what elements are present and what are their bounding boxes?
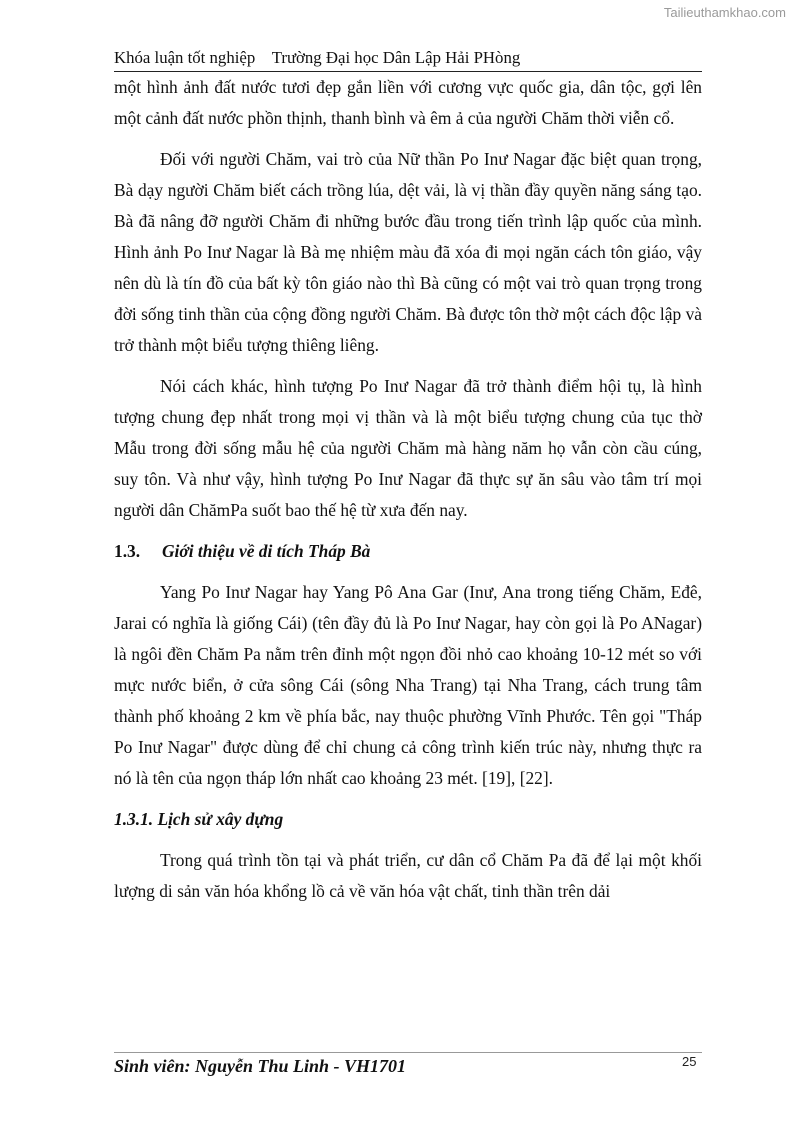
section-number: 1.3. (114, 541, 141, 561)
body-text (114, 72, 702, 907)
footer-divider (114, 1052, 702, 1053)
section-heading (114, 536, 702, 567)
watermark: Tailieuthamkhao.com (663, 5, 786, 20)
paragraph: Nói cách khác, hình tượng Po Inư Nagar đã trở thành điểm hội tụ, là hình tượng chung đẹp nhất trong mọi vị thần và là một biểu tượng chung của tục thờ Mẫu trong đời sống mẫu hệ của người Chăm mà hàng năm họ vẫn còn cầu cúng, suy tôn. Và như vậy, hình tượng Po Inư Nagar đã thực sự ăn sâu vào tâm trí mọi người dân ChămPa suốt bao thế hệ từ xưa đến nay. (114, 376, 702, 520)
subsection-heading (114, 804, 702, 835)
section-title: Giới thiệu về di tích Tháp Bà (162, 541, 371, 561)
running-header: Khóa luận tốt nghiệp Trường Đại học Dân Lập Hải PHòng (114, 48, 521, 67)
paragraph: Yang Po Inư Nagar hay Yang Pô Ana Gar (Inư, Ana trong tiếng Chăm, Eđê, Jarai có nghĩa là giống Cái) (tên đầy đủ là Po Inư Nagar, hay còn gọi là Po ANagar) là ngôi đền Chăm Pa nằm trên đỉnh một ngọn đồi nhỏ cao khoảng 10-12 mét so với mực nước biển, ở cửa sông Cái (sông Nha Trang) tại Nha Trang, cách trung tâm thành phố khoảng 2 km về phía bắc, nay thuộc phường Vĩnh Phước. Tên gọi "Tháp Po Inư Nagar" được dùng để chỉ chung cả công trình kiến trúc này, nhưng thực ra nó là tên của ngọn tháp lớn nhất cao khoảng 23 mét. [19], [22]. (114, 582, 702, 788)
page-number: 25 (682, 1054, 697, 1069)
paragraph: Trong quá trình tồn tại và phát triển, cư dân cổ Chăm Pa đã để lại một khối lượng di sản văn hóa khổng lồ cả về văn hóa vật chất, tinh thần trên dải (114, 850, 702, 901)
subsection-title: 1.3.1. Lịch sử xây dựng (114, 809, 284, 829)
footer-author: Sinh viên: Nguyễn Thu Linh - VH1701 (114, 1056, 407, 1076)
paragraph: Đối với người Chăm, vai trò của Nữ thần Po Inư Nagar đặc biệt quan trọng, Bà dạy người Chăm biết cách trồng lúa, dệt vải, là vị thần đầy quyền năng sáng tạo. Bà đã nâng đỡ người Chăm đi những bước đầu trong tiến trình lập quốc của mình. Hình ảnh Po Inư Nagar là Bà mẹ nhiệm màu đã xóa đi mọi ngăn cách tôn giáo, vậy nên dù là tín đồ của bất kỳ tôn giáo nào thì Bà cũng có một vai trò quan trọng trong đời sống tinh thần của cộng đồng người Chăm. Bà được tôn thờ một cách độc lập và trở thành một biểu tượng thiêng liêng. (114, 149, 702, 355)
paragraph-continuation: một hình ảnh đất nước tươi đẹp gắn liền với cương vực quốc gia, dân tộc, gợi lên một cảnh đất nước phồn thịnh, thanh bình và êm ả của người Chăm thời viễn cổ. (114, 77, 702, 128)
